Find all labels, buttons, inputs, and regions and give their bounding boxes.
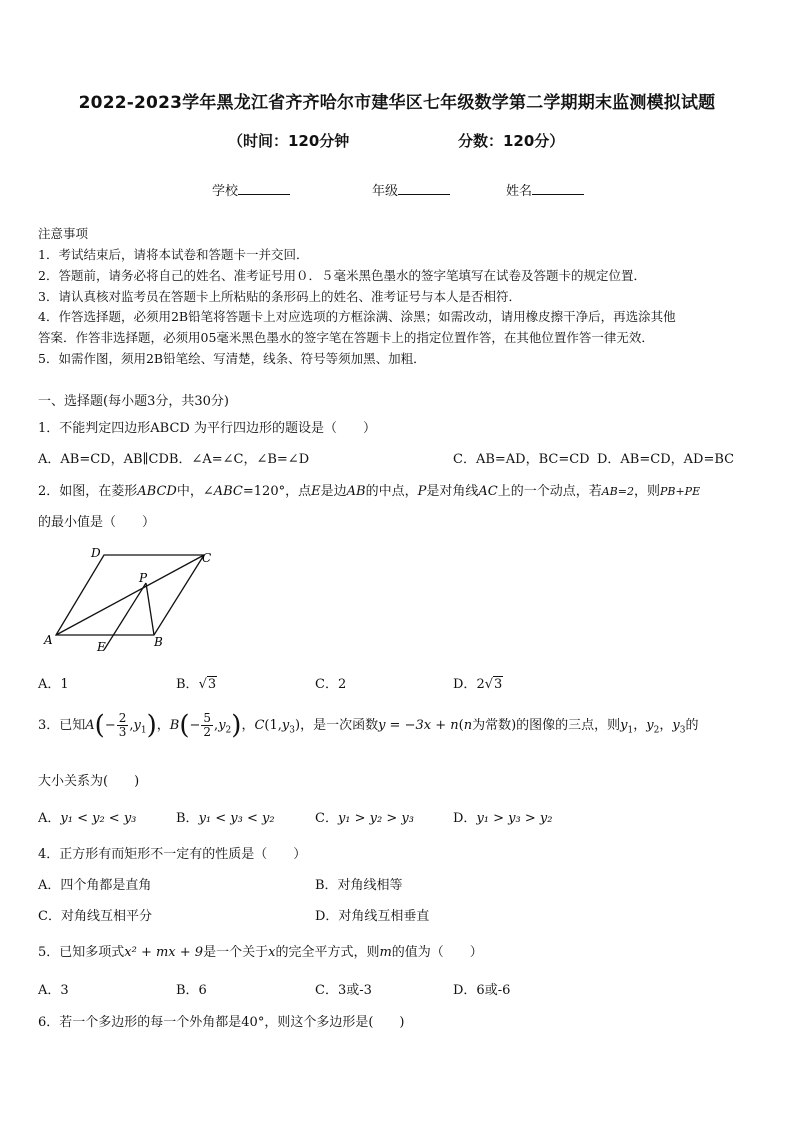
question-2-stem	[38, 480, 700, 499]
q2-option-c[interactable]: C．2	[315, 677, 347, 692]
question-1-stem: 1．不能判定四边形ABCD 为平行四边形的题设是（ ）	[38, 421, 376, 436]
coefficient: 2	[476, 677, 485, 692]
name-label: 姓名	[506, 184, 533, 199]
radicand: 3	[207, 677, 217, 692]
q2-option-a[interactable]: A．1	[38, 677, 69, 692]
q2-math: AB	[346, 484, 366, 499]
q5-option-b[interactable]: B．6	[176, 983, 207, 998]
notice-item: 3．请认真核对监考员在答题卡上所粘贴的条形码上的姓名、准考证号与本人是否相符．	[38, 289, 521, 304]
q5-option-a[interactable]: A．3	[38, 983, 69, 998]
notice-item: 2．答题前，请务必将自己的姓名、准考证号用０．５毫米黑色墨水的签字笔填写在试卷及答题卡的规定位置．	[38, 268, 646, 283]
q2-text: =120°，点	[242, 484, 312, 499]
q2-option-b-label: B．	[176, 677, 199, 692]
polynomial: x² + mx + 9	[124, 945, 204, 960]
q2-text: 2．如图，在菱形	[38, 484, 138, 499]
time-label: （时间：120分钟	[228, 132, 350, 150]
q3-option-c[interactable]: C．y₁ > y₂ > y₃	[315, 811, 414, 826]
segment-pe	[104, 583, 146, 650]
q4-option-d[interactable]: D．对角线互相垂直	[315, 909, 430, 924]
question-2-line2: 的最小值是（ ）	[38, 515, 156, 530]
q3-text: ，是一次函数	[300, 718, 379, 733]
question-4-stem: 4．正方形有而矩形不一定有的性质是（ ）	[38, 847, 307, 862]
q4-option-a[interactable]: A．四个角都是直角	[38, 878, 152, 893]
name-field[interactable]	[506, 180, 584, 199]
q3-option-b[interactable]: B．y₁ < y₃ < y₂	[176, 811, 275, 826]
q5-option-d[interactable]: D．6或-6	[453, 983, 511, 998]
q4-option-b[interactable]: B．对角线相等	[315, 878, 403, 893]
sqrt-symbol: √3	[198, 677, 217, 692]
q3-option-d[interactable]: D．y₁ > y₃ > y₂	[453, 811, 553, 826]
question-3-stem: 3．已知A(− $\frac{2}{3}$ $,y_1$)，B(− $\frac{5}{2}$ $,y_2$)，$C(1,y_3)$，是一次函数y = −3x + n(n为常数)的图像的三点，则$y_1$，$y_2$，$y_3$的	[38, 710, 699, 741]
q2-math: PB+PE	[659, 485, 701, 498]
q2-text: 是边	[320, 484, 347, 499]
point-label-e: E	[97, 640, 106, 653]
fraction: $\frac{2}{3}$	[118, 711, 127, 739]
point-label-p: P	[139, 571, 148, 585]
q1-option-d[interactable]: D．AB=CD，AD=BC	[597, 452, 735, 467]
q2-math: ∠ABC	[202, 484, 243, 499]
page-title: 2022-2023学年黑龙江省齐齐哈尔市建华区七年级数学第二学期期末监测模拟试题	[78, 93, 716, 113]
question-5-stem: 5．已知多项式x² + mx + 9是一个关于x的完全平方式，则m的值为（ ）	[38, 945, 483, 960]
vertex-label-c: C	[202, 551, 212, 565]
notice-item: 答案．作答非选择题，必须用05毫米黑色墨水的签字笔在答题卡上的指定位置作答，在其他位置作答一律无效．	[38, 330, 654, 345]
diagonal-ac	[56, 555, 204, 635]
q2-text: ，则	[633, 484, 660, 499]
linear-function: y = −3x + n	[378, 718, 459, 733]
question-3-line2: 大小关系为( )	[38, 774, 140, 789]
school-label: 学校	[212, 184, 239, 199]
q4-option-c[interactable]: C．对角线互相平分	[38, 909, 152, 924]
q2-option-b[interactable]	[176, 673, 217, 692]
q2-text: 是对角线	[426, 484, 479, 499]
school-blank[interactable]	[238, 182, 290, 195]
q3-text: 3．已知	[38, 718, 86, 733]
notice-heading: 注意事项	[38, 226, 89, 241]
q2-math: AB=2	[601, 485, 634, 498]
point-a: A	[85, 718, 95, 733]
notice-item: 4．作答选择题，必须用2B铅笔将答题卡上对应选项的方框涂满、涂黑；如需改动，请用橡皮擦干净后，再选涂其他	[38, 309, 676, 324]
rhombus-figure	[36, 545, 226, 653]
radicand: 3	[494, 677, 503, 692]
q5-text: 5．已知多项式	[38, 945, 125, 960]
q2-option-d[interactable]	[453, 673, 503, 692]
notice-item: 5．如需作图，须用2B铅笔绘、写清楚，线条、符号等须加黑、加粗．	[38, 351, 426, 366]
section-heading: 一、选择题(每小题3分，共30分)	[38, 394, 229, 409]
q3-text: 的	[685, 718, 699, 733]
notice-item: 1．考试结束后，请将本试卷和答题卡一并交回．	[38, 247, 309, 262]
q5-text: 的值为（ ）	[391, 945, 483, 960]
q2-math: AC	[478, 484, 498, 499]
q5-option-c[interactable]: C．3或-3	[315, 983, 372, 998]
grade-field[interactable]	[372, 180, 450, 199]
sqrt-symbol: √3	[484, 677, 503, 692]
vertex-label-a: A	[44, 633, 53, 647]
point-c: C	[254, 718, 265, 733]
vertex-label-d: D	[91, 546, 101, 560]
q2-math: P	[417, 484, 427, 499]
q1-option-c[interactable]: C．AB=AD，BC=CD	[453, 452, 590, 467]
q5-text: 的完全平方式，则	[275, 945, 380, 960]
q2-option-d-label: D．	[453, 677, 477, 692]
q2-math: E	[311, 484, 321, 499]
q3-text: 为常数)的图像的三点，则	[472, 718, 621, 733]
q5-text: 是一个关于	[203, 945, 269, 960]
q2-text: 上的一个动点，若	[497, 484, 602, 499]
vertex-label-b: B	[154, 635, 163, 649]
grade-label: 年级	[372, 184, 399, 199]
score-label: 分数：120分）	[458, 132, 565, 150]
q1-option-a[interactable]: A．AB=CD，AB∥CDB．∠A=∠C，∠B=∠D	[38, 452, 310, 467]
q3-option-a[interactable]: A．y₁ < y₂ < y₃	[38, 811, 137, 826]
grade-blank[interactable]	[398, 182, 450, 195]
q2-math: ABCD	[137, 484, 177, 499]
name-blank[interactable]	[532, 182, 584, 195]
q2-text: 的中点，	[365, 484, 418, 499]
fraction: $\frac{5}{2}$	[203, 711, 212, 739]
q2-text: 中，	[176, 484, 203, 499]
question-6-stem: 6．若一个多边形的每一个外角都是40°，则这个多边形是( )	[38, 1015, 405, 1030]
segment-pb	[146, 583, 154, 635]
point-b: B	[169, 718, 180, 733]
school-field[interactable]	[212, 180, 290, 199]
